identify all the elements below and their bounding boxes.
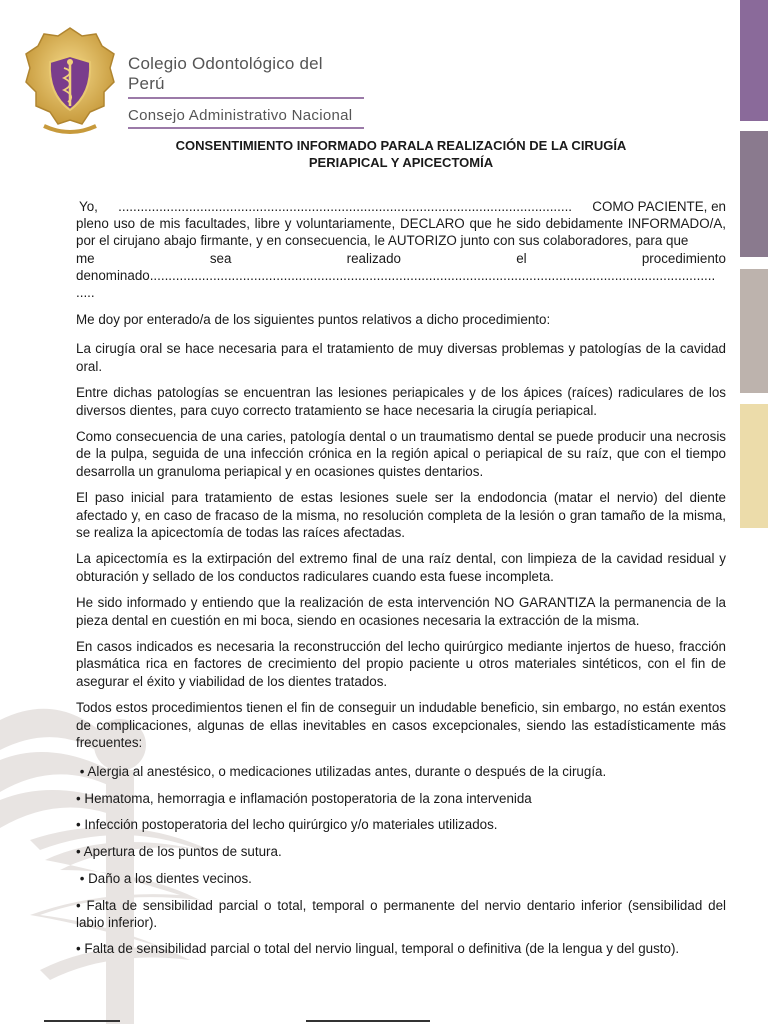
paragraph-7: En casos indicados es necesaria la reconstrucción del lecho quirúrgico mediante injertos de hueso, fracción plasmática rica en factores de crecimiento del propio paciente u otros materiales sintéticos, con el fin de asegurar el éxito y viabilidad de los dientes tratados. — [76, 639, 726, 689]
procedure-blank-field: denominado........................................................................................................................................................ — [76, 267, 716, 283]
intro-spread-line — [76, 250, 726, 267]
intro-paragraph — [76, 198, 726, 301]
paragraph-8: Todos estos procedimientos tienen el fin de conseguir un indudable beneficio, sin embargo, no están exentos de complicaciones, algunas de ellas inevitables en casos excepcionales, siendo las estadísticamente más frecuentes: — [76, 700, 726, 750]
side-bar-taupe — [740, 269, 768, 393]
org-subtitle: Consejo Administrativo Nacional — [128, 107, 364, 129]
list-item: • Falta de sensibilidad parcial o total del nervio lingual, temporal o definitiva (de la lengua y del gusto). — [76, 941, 680, 957]
name-blank-field: .......................................................................................................................... — [118, 199, 573, 214]
org-header — [128, 54, 364, 129]
side-bar-gray-purple — [740, 131, 768, 257]
paragraph-5: La apicectomía es la extirpación del extremo final de una raíz dental, con limpieza de la cavidad residual y obturación y sellado de los conductos radiculares cuando esta fuese incompleta. — [76, 551, 726, 584]
list-item: • Daño a los dientes vecinos. — [76, 870, 252, 886]
college-seal-logo — [24, 26, 116, 138]
document-title — [76, 137, 726, 171]
paragraph-6: He sido informado y entiendo que la realización de esta intervención NO GARANTIZA la permanencia de la pieza dental en cuestión en mi boca, siendo en ocasiones necesaria la extracción de la misma. — [76, 595, 726, 628]
list-item: • Alergia al anestésico, o medicaciones utilizadas antes, durante o después de la cirugía. — [76, 763, 607, 779]
intro-yo: Yo, — [79, 199, 98, 214]
intro-word-procedimiento: procedimiento — [641, 250, 726, 266]
list-item: • Hematoma, hemorragia e inflamación postoperatoria de la zona intervenida — [76, 790, 532, 806]
intro-first-line — [76, 198, 726, 215]
title-line-2: PERIAPICAL Y APICECTOMÍA — [308, 155, 494, 170]
list-item: • Infección postoperatoria del lecho quirúrgico y/o materiales utilizados. — [76, 817, 498, 833]
intro-paciente: COMO PACIENTE, en — [592, 199, 726, 214]
paragraph-enterado: Me doy por enterado/a de los siguientes puntos relativos a dicho procedimiento: — [76, 312, 551, 328]
paragraph-3: Como consecuencia de una caries, patología dental o un traumatismo dental se puede producir una necrosis de la pulpa, seguida de una infección crónica en la región apical o periapical de su raíz, que con el tiempo desarrolla un granuloma periapical y en ocasiones quistes dentarios. — [76, 429, 726, 479]
paragraph-2: Entre dichas patologías se encuentran las lesiones periapicales y de los ápices (raíces) radiculares de los diversos dientes, para cuyo correcto tratamiento se hace necesaria la cirugía periapical. — [76, 385, 726, 418]
list-item: • Falta de sensibilidad parcial o total, temporal o permanente del nervio dentario inferior (sensibilidad del labio inferior). — [76, 897, 726, 930]
list-item: • Apertura de los puntos de sutura. — [76, 844, 282, 860]
document-body — [76, 198, 726, 967]
intro-word-realizado: realizado — [346, 250, 401, 266]
paragraph-1: La cirugía oral se hace necesaria para el tratamiento de muy diversas problemas y patologías de la cavidad oral. — [76, 341, 726, 374]
paragraph-4: El paso inicial para tratamiento de estas lesiones suele ser la endodoncia (matar el nervio) del diente afectado y, en caso de fracaso de la misma, no resolución completa de la lesión o gran tamaño de la misma, se realiza la apicectomía de todas las raíces afectadas. — [76, 490, 726, 540]
intro-word-sea: sea — [209, 250, 232, 266]
signature-line-right — [306, 1020, 430, 1022]
org-name: Colegio Odontológico del Perú — [128, 54, 364, 99]
intro-end-dots: ..... — [76, 285, 95, 301]
title-line-1: CONSENTIMIENTO INFORMADO PARALA REALIZACIÓN DE LA CIRUGÍA — [175, 138, 627, 153]
signature-line-left — [44, 1020, 120, 1022]
side-bar-cream — [740, 404, 768, 528]
intro-word-el: el — [516, 250, 527, 266]
intro-text: pleno uso de mis facultades, libre y voluntariamente, DECLARO que he sido debidamente INFORMADO/A, por el cirujano abajo firmante, y en consecuencia, le AUTORIZO junto con sus colaboradores, para que — [76, 216, 726, 249]
intro-word-me: me — [76, 250, 95, 266]
side-bar-purple — [740, 0, 768, 121]
